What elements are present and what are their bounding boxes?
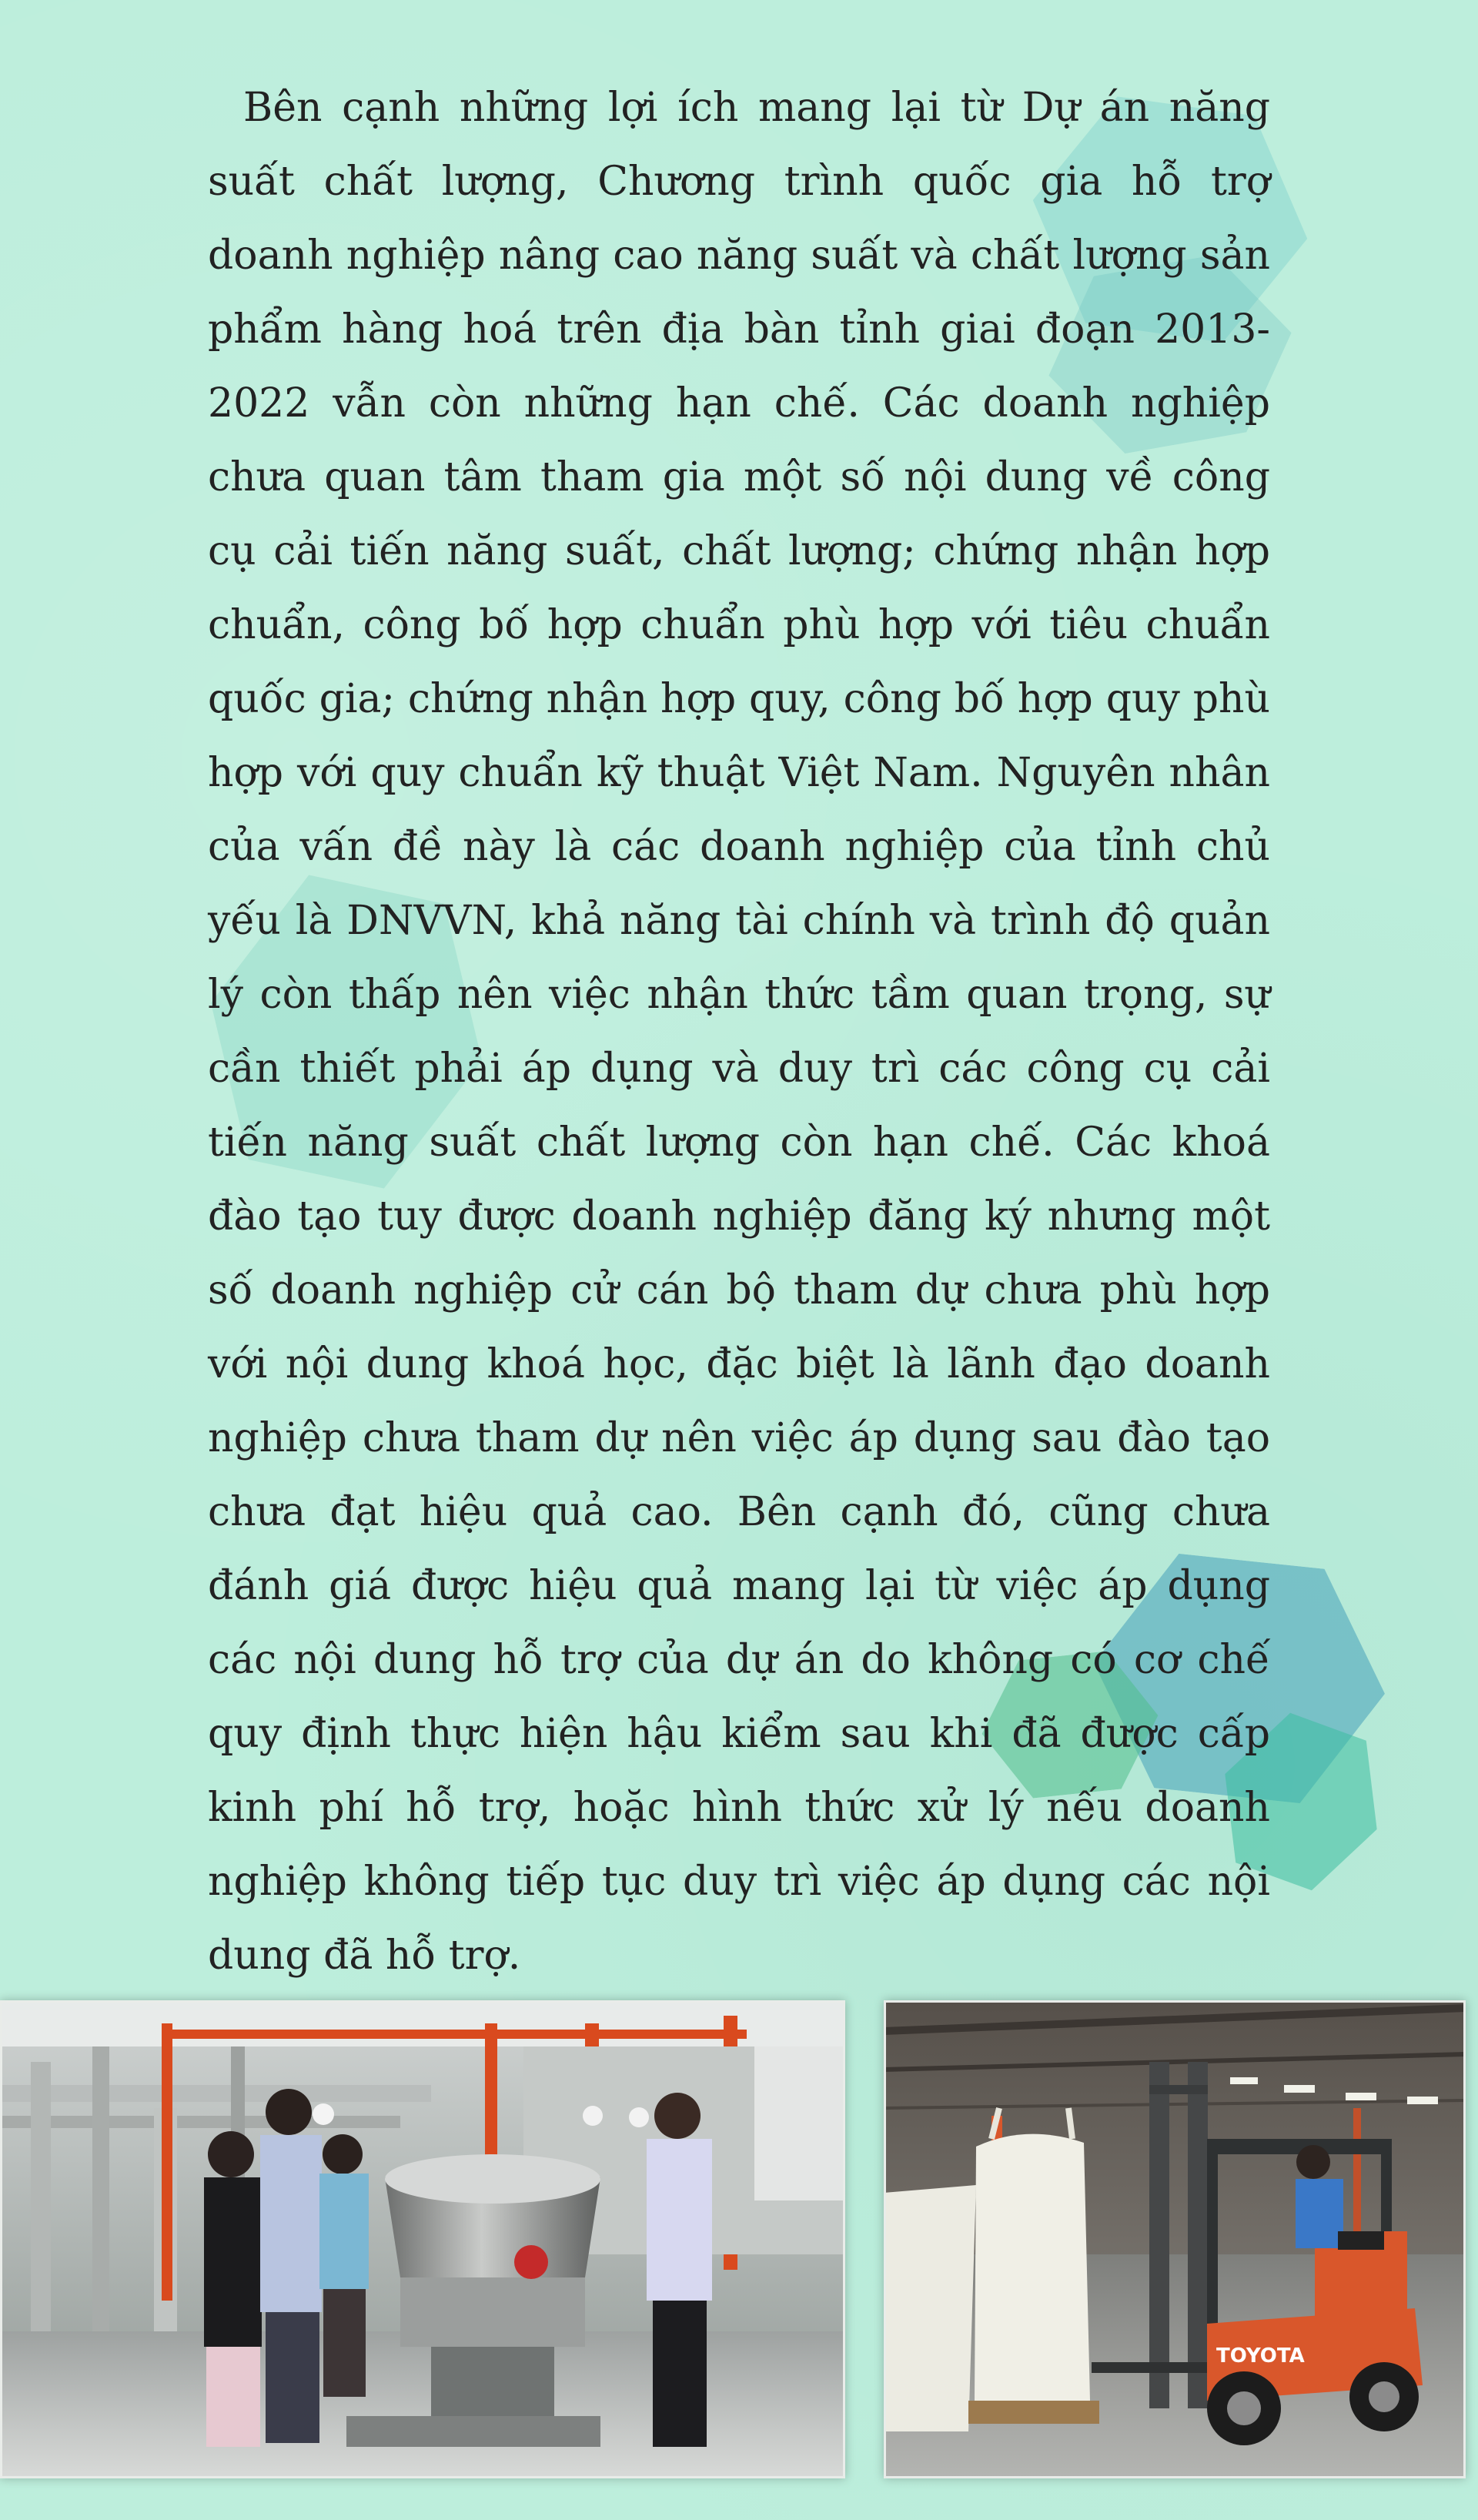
person-4 <box>647 2093 712 2447</box>
forklift-illustration <box>884 2000 1466 2478</box>
forklift-brand-label: TOYOTA <box>1216 2344 1305 2368</box>
article-paragraph: Bên cạnh những lợi ích mang lại từ Dự án năng suất chất lượng, Chương trình quốc gia hỗ trợ doanh nghiệp nâng cao năng suất và chất lượng sản phẩm hàng hoá trên địa bàn tỉnh giai đoạn 2013-2022 vẫn còn những hạn chế. Các doanh nghiệp chưa quan tâm tham gia một số nội dung về công cụ cải tiến năng suất, chất lượng; chứng nhận hợp chuẩn, công bố hợp chuẩn phù hợp với tiêu chuẩn quốc gia; chứng nhận hợp quy, công bố hợp quy phù hợp với quy chuẩn kỹ thuật Việt Nam. Nguyên nhân của vấn đề này là các doanh nghiệp của tỉnh chủ yếu là DNVVN, khả năng tài chính và trình độ quản lý còn thấp nên việc nhận thức tầm quan trọng, sự cần thiết phải áp dụng và duy trì các công cụ cải tiến năng suất chất lượng còn hạn chế. Các khoá đào tạo tuy được doanh nghiệp đăng ký nhưng một số doanh nghiệp cử cán bộ tham dự chưa phù hợp với nội dung khoá học, đặc biệt là lãnh đạo doanh nghiệp chưa tham dự nên việc áp dụng sau đào tạo chưa đạt hiệu quả cao. Bên cạnh đó, cũng chưa đánh giá được hiệu quả mang lại từ việc áp dụng các nội dung hỗ trợ của dự án do không có cơ chế quy định thực hiện hậu kiểm sau khi đã được cấp kinh phí hỗ trợ, hoặc hình thức xử lý nếu doanh nghiệp không tiếp tục duy trì việc áp dụng các nội dung đã hỗ trợ. <box>208 85 1270 1979</box>
person-1 <box>204 2131 262 2447</box>
factory-visit-photo <box>0 2000 845 2478</box>
factory-visit-illustration <box>0 2000 845 2478</box>
person-3 <box>319 2134 369 2397</box>
person-2 <box>260 2089 322 2443</box>
forklift-warehouse-photo <box>884 2000 1466 2478</box>
